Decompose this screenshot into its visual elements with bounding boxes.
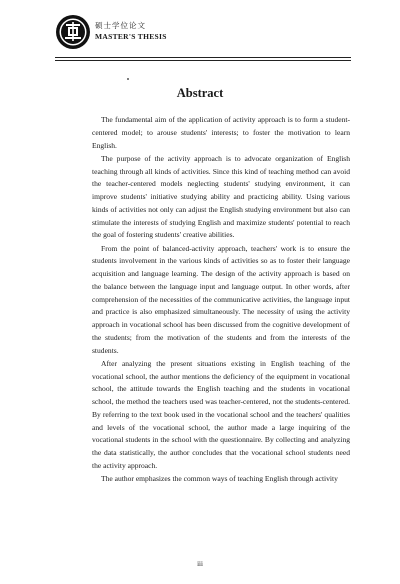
abstract-paragraph: After analyzing the present situations existing in English teaching of the vocational school, the author mentions the deficiency of the equipment in vocational school, the attitude towards the English teaching and the students in vocational school, the method the teachers used was teacher-centered, not the students-centered. By referring to the text book used in the vocational school and the teachers' qualities and levels of the vocational school, the author made a large inquiring of the vocational students in the school with the questionnaire. By collecting and analyzing the data statistically, the author concludes that the vocational school students need the activity approach. xyxy=(92,358,350,470)
thesis-header xyxy=(55,14,355,54)
header-title-chinese: 硕士学位论文 xyxy=(95,21,146,30)
abstract-paragraph: The fundamental aim of the application of activity approach is to form a student-centered model; to arouse students' interests; to foster the motivation to learn English. xyxy=(92,115,350,150)
abstract-paragraph: The purpose of the activity approach is to advocate organization of English teaching through all kinds of activities. Since this kind of teaching method can avoid the teacher-centered models neglecting students' studying environment, it can improve students' initiative studying ability and practicing ability. Using various kinds of activities not only can adjust the English studying environment but also can stimulate the interests of studying English and maximize students' potential to reach the goal of fostering students' creative abilities. xyxy=(92,153,350,240)
scan-speck xyxy=(127,78,129,80)
abstract-paragraph: The author emphasizes the common ways of teaching English through activity xyxy=(101,474,338,483)
abstract-paragraph: From the point of balanced-activity approach, teachers' work is to ensure the students involvement in the various kinds of activities so as to foster their language acquisition and language learning. The design of the activity approach is based on the balance between the language input and language output. In other words, after comprehension of the necessities of the communicative activities, the language input and practice is also emphasized simultaneously. The necessity of using the activity approach in vocational school has been discussed from the cognitive development of the students; from the motivation of the students and from the interests of the students. xyxy=(92,243,350,355)
university-seal-logo xyxy=(55,14,91,50)
header-title-english: MASTER'S THESIS xyxy=(95,32,167,41)
page-number: iii xyxy=(197,560,203,568)
page-title: Abstract xyxy=(176,86,224,100)
header-rule-thick xyxy=(55,57,351,58)
abstract-body xyxy=(92,114,350,486)
header-rule-thin xyxy=(55,60,351,61)
